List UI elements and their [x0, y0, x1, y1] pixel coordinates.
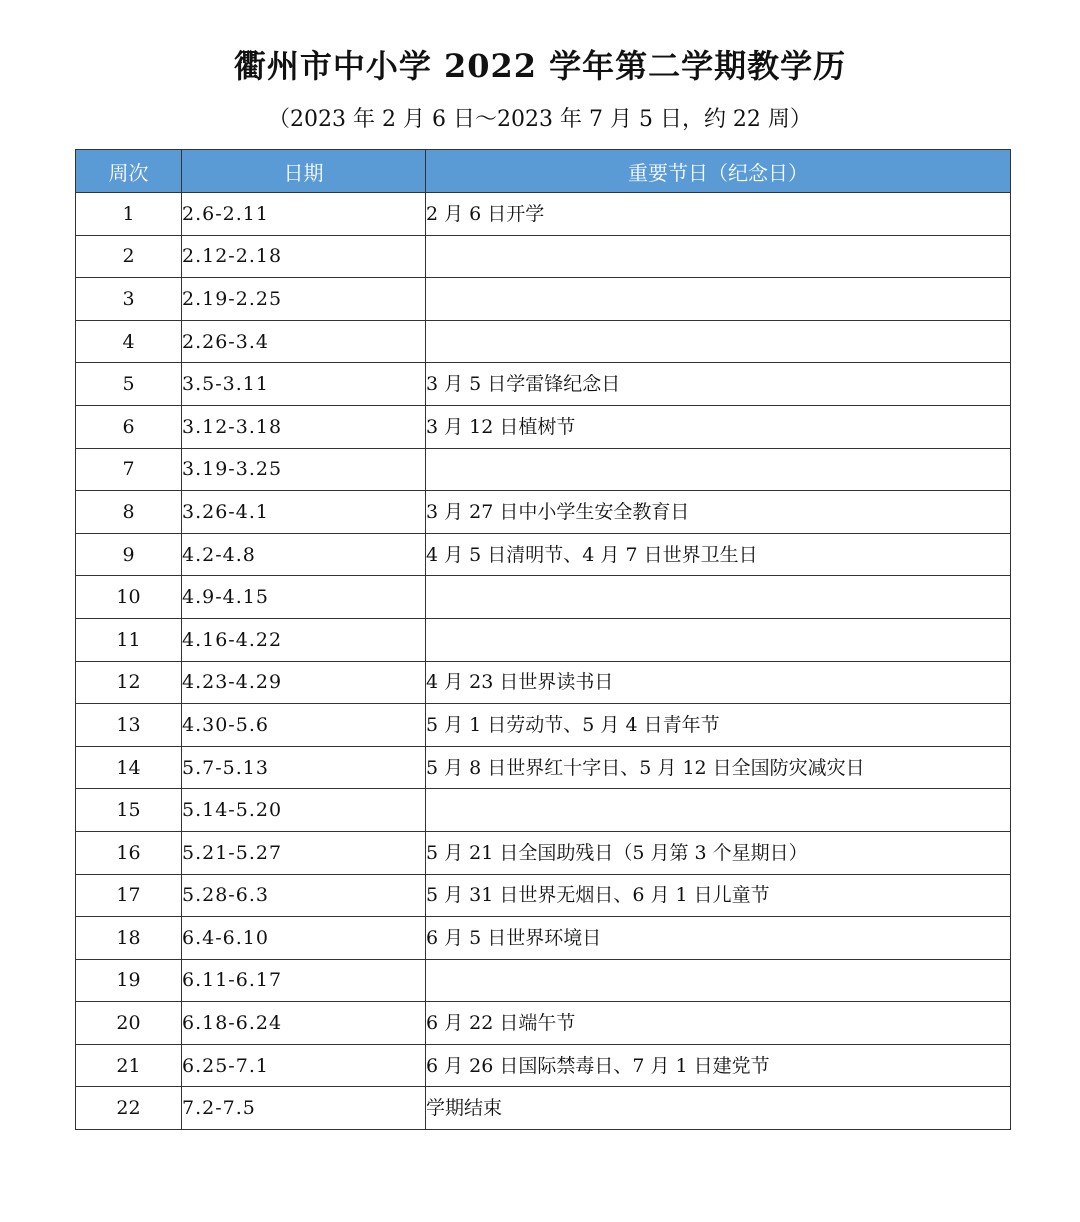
week-cell: 18 [76, 917, 182, 960]
week-cell: 1 [76, 193, 182, 236]
date-cell: 5.28-6.3 [182, 874, 426, 917]
week-cell: 20 [76, 1002, 182, 1045]
page-subtitle: （2023 年 2 月 6 日～2023 年 7 月 5 日，约 22 周） [268, 107, 812, 132]
holiday-cell: 5 月 8 日世界红十字日、5 月 12 日全国防灾减灾日 [426, 746, 1011, 789]
week-cell: 6 [76, 405, 182, 448]
date-cell: 4.9-4.15 [182, 576, 426, 619]
table-row [76, 1087, 1011, 1130]
date-cell: 4.2-4.8 [182, 533, 426, 576]
table-row [76, 405, 1011, 448]
table-row [76, 746, 1011, 789]
week-cell: 8 [76, 491, 182, 534]
table-row [76, 874, 1011, 917]
teaching-calendar-table [75, 149, 1011, 1130]
table-row [76, 959, 1011, 1002]
week-cell: 2 [76, 235, 182, 278]
week-cell: 16 [76, 831, 182, 874]
table-row [76, 278, 1011, 321]
week-cell: 21 [76, 1044, 182, 1087]
table-row [76, 789, 1011, 832]
date-cell: 2.19-2.25 [182, 278, 426, 321]
holiday-cell [426, 278, 1011, 321]
holiday-cell [426, 959, 1011, 1002]
date-cell: 2.6-2.11 [182, 193, 426, 236]
page-title: 衢州市中小学 2022 学年第二学期教学历 [233, 47, 847, 85]
holiday-cell [426, 448, 1011, 491]
date-cell: 6.4-6.10 [182, 917, 426, 960]
holiday-cell [426, 320, 1011, 363]
holiday-cell: 2 月 6 日开学 [426, 193, 1011, 236]
header-holiday: 重要节日（纪念日） [426, 150, 1011, 193]
holiday-cell: 4 月 23 日世界读书日 [426, 661, 1011, 704]
date-cell: 3.26-4.1 [182, 491, 426, 534]
week-cell: 9 [76, 533, 182, 576]
table-row [76, 1044, 1011, 1087]
table-row [76, 831, 1011, 874]
date-cell: 2.12-2.18 [182, 235, 426, 278]
date-cell: 4.23-4.29 [182, 661, 426, 704]
holiday-cell: 5 月 1 日劳动节、5 月 4 日青年节 [426, 704, 1011, 747]
week-cell: 13 [76, 704, 182, 747]
table-row [76, 618, 1011, 661]
date-cell: 4.30-5.6 [182, 704, 426, 747]
table-row [76, 193, 1011, 236]
week-cell: 14 [76, 746, 182, 789]
holiday-cell: 4 月 5 日清明节、4 月 7 日世界卫生日 [426, 533, 1011, 576]
date-cell: 5.7-5.13 [182, 746, 426, 789]
week-cell: 12 [76, 661, 182, 704]
date-cell: 5.14-5.20 [182, 789, 426, 832]
date-cell: 3.12-3.18 [182, 405, 426, 448]
holiday-cell: 6 月 26 日国际禁毒日、7 月 1 日建党节 [426, 1044, 1011, 1087]
date-cell: 7.2-7.5 [182, 1087, 426, 1130]
holiday-cell: 学期结束 [426, 1087, 1011, 1130]
table-row [76, 363, 1011, 406]
table-header [76, 150, 1011, 193]
week-cell: 10 [76, 576, 182, 619]
date-cell: 4.16-4.22 [182, 618, 426, 661]
week-cell: 5 [76, 363, 182, 406]
holiday-cell: 6 月 22 日端午节 [426, 1002, 1011, 1045]
date-cell: 6.11-6.17 [182, 959, 426, 1002]
holiday-cell: 5 月 31 日世界无烟日、6 月 1 日儿童节 [426, 874, 1011, 917]
table-row [76, 491, 1011, 534]
date-cell: 6.25-7.1 [182, 1044, 426, 1087]
table-row [76, 917, 1011, 960]
holiday-cell [426, 789, 1011, 832]
table-row [76, 1002, 1011, 1045]
week-cell: 19 [76, 959, 182, 1002]
table-body [76, 193, 1011, 1130]
date-cell: 6.18-6.24 [182, 1002, 426, 1045]
table-row [76, 320, 1011, 363]
holiday-cell: 6 月 5 日世界环境日 [426, 917, 1011, 960]
week-cell: 22 [76, 1087, 182, 1130]
header-row [76, 150, 1011, 193]
holiday-cell [426, 235, 1011, 278]
table-row [76, 235, 1011, 278]
week-cell: 15 [76, 789, 182, 832]
date-cell: 3.5-3.11 [182, 363, 426, 406]
holiday-cell: 5 月 21 日全国助残日（5 月第 3 个星期日） [426, 831, 1011, 874]
week-cell: 3 [76, 278, 182, 321]
table-row [76, 533, 1011, 576]
holiday-cell [426, 576, 1011, 619]
week-cell: 7 [76, 448, 182, 491]
holiday-cell [426, 618, 1011, 661]
table-row [76, 576, 1011, 619]
week-cell: 17 [76, 874, 182, 917]
table-row [76, 661, 1011, 704]
week-cell: 11 [76, 618, 182, 661]
table-row [76, 704, 1011, 747]
table-row [76, 448, 1011, 491]
date-cell: 3.19-3.25 [182, 448, 426, 491]
holiday-cell: 3 月 12 日植树节 [426, 405, 1011, 448]
holiday-cell: 3 月 27 日中小学生安全教育日 [426, 491, 1011, 534]
week-cell: 4 [76, 320, 182, 363]
holiday-cell: 3 月 5 日学雷锋纪念日 [426, 363, 1011, 406]
header-date: 日期 [182, 150, 426, 193]
date-cell: 5.21-5.27 [182, 831, 426, 874]
date-cell: 2.26-3.4 [182, 320, 426, 363]
header-week: 周次 [76, 150, 182, 193]
